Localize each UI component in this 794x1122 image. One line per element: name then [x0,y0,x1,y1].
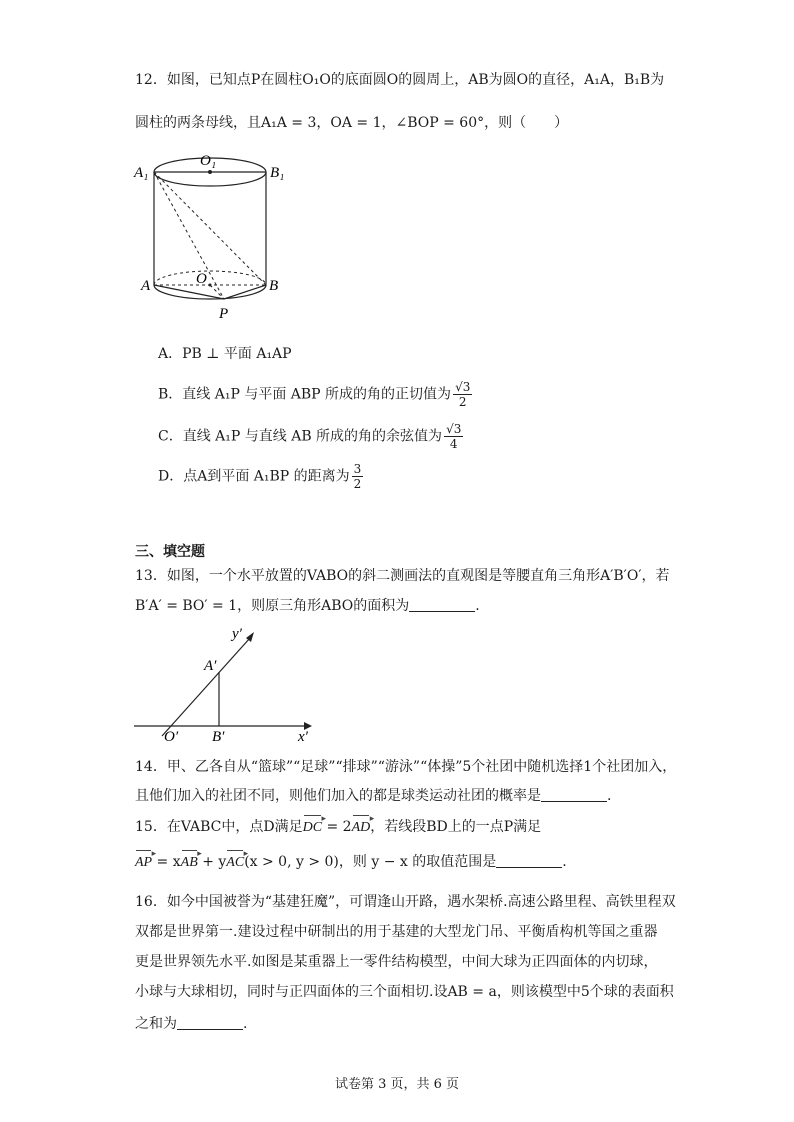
option-d-text: D．点A到平面 A₁BP 的距离为 [158,468,350,485]
label-O: O [196,271,207,287]
label-O-prime: O′ [164,729,179,745]
label-P: P [219,306,229,322]
vector-ac: AC ▸ [226,853,244,873]
q15-text-f: (x > 0, y > 0)，则 y − x 的取值范围是 [244,854,497,870]
q16-line1: 16．如今中国被誉为“基建狂魔”，可谓逢山开路，遇水架桥.高速公路里程、高铁里程双 [135,894,676,910]
label-A1: A₁ [134,165,149,181]
label-B-prime: B′ [212,729,225,745]
q12-option-d [158,462,363,491]
label-y: y′ [232,626,242,642]
q16-line2: 双都是世界第一.建设过程中研制出的用于基建的大型龙门吊、平衡盾构机等国之重器 [135,924,658,940]
label-A: A [141,278,151,294]
option-b-text: B．直线 A₁P 与平面 ABP 所成的角的正切值为 [158,386,452,403]
answer-blank-15[interactable] [496,853,562,868]
q15-text-d: = x [152,854,181,870]
q16-line4: 小球与大球相切，同时与正四面体的三个面相切.设AB = a，则该模型中5个球的表面积 [135,984,674,1000]
q13-line2 [135,596,480,616]
q15-line2-end: . [562,854,567,870]
section-title: 三、填空题 [135,544,205,560]
q15-text-b: = 2 [322,819,352,835]
option-d-fraction: $\frac{3}{2}$ [353,462,362,491]
page-footer: 试卷第 3 页，共 6 页 [334,1077,460,1092]
option-b-fraction: $\frac{√3}{2}$ [455,380,471,409]
q15-text-c: ，若线段BD上的一点P满足 [370,819,542,835]
q15-text-a: 15．在VABC中，点D满足 [135,819,303,835]
q12-option-b [158,380,472,409]
q12-line2: 圆柱的两条母线，且A₁A = 3，OA = 1，∠BOP = 60°，则（ ） [135,115,569,131]
q13-line1: 13．如图，一个水平放置的VABO的斜二测画法的直观图是等腰直角三角形A′B′O′，若 [135,568,670,584]
point-O [209,284,212,287]
q13-line2-text: B′A′ = BO′ = 1，则原三角形ABO的面积为 [135,598,410,614]
q14-line2-text: 且他们加入的社团不同，则他们加入的都是球类运动社团的概率是 [135,788,541,804]
bottom-ellipse-front [154,285,266,299]
answer-blank-16[interactable] [177,1015,243,1030]
segment-A1B [154,172,266,285]
q12-option-a: A．PB ⊥ 平面 A₁AP [158,346,292,362]
q16-line5 [135,1014,247,1034]
q15-line1 [135,817,541,838]
point-O1 [208,170,212,174]
vector-ap: AP ▸ [135,853,152,873]
q12-option-c [158,422,463,451]
label-x: x′ [298,729,308,745]
segment-A1P [154,172,224,299]
q15-text-e: + y [197,854,227,870]
vector-ad: AD ▸ [352,818,371,838]
oblique-axes-figure [132,622,317,744]
q14-line1: 14．甲、乙各自从“篮球”“足球”“排球”“游泳”“体操”5个社团中随机选择1个社团加入， [135,759,677,775]
label-O1: O₁ [200,153,217,169]
q16-line5-end: . [243,1016,248,1032]
vector-ab: AB ▸ [181,853,198,873]
q14-line2 [135,786,611,806]
label-B1: B₁ [270,165,285,181]
option-c-fraction: $\frac{√3}{4}$ [446,422,462,451]
q16-line5-text: 之和为 [135,1016,177,1032]
label-A-prime: A′ [204,658,217,674]
y-axis [162,638,250,736]
option-c-text: C．直线 A₁P 与直线 AB 所成的角的余弦值为 [158,428,443,445]
answer-blank-13[interactable] [409,597,475,612]
answer-blank-14[interactable] [541,787,607,802]
q12-line1: 12．如图，已知点P在圆柱O₁O的底面圆O的圆周上，AB为圆O的直径，A₁A，B₁B为 [135,72,665,88]
q14-line2-end: . [607,788,612,804]
q16-line3: 更是世界领先水平.如图是某重器上一零件结构模型，中间大球为正四面体的内切球， [135,954,658,970]
segment-AP [154,285,224,299]
q13-line2-end: . [475,598,480,614]
label-B: B [269,278,279,294]
vector-dc: DC ▸ [303,818,322,838]
q15-line2 [135,852,567,873]
cylinder-figure [132,150,285,325]
